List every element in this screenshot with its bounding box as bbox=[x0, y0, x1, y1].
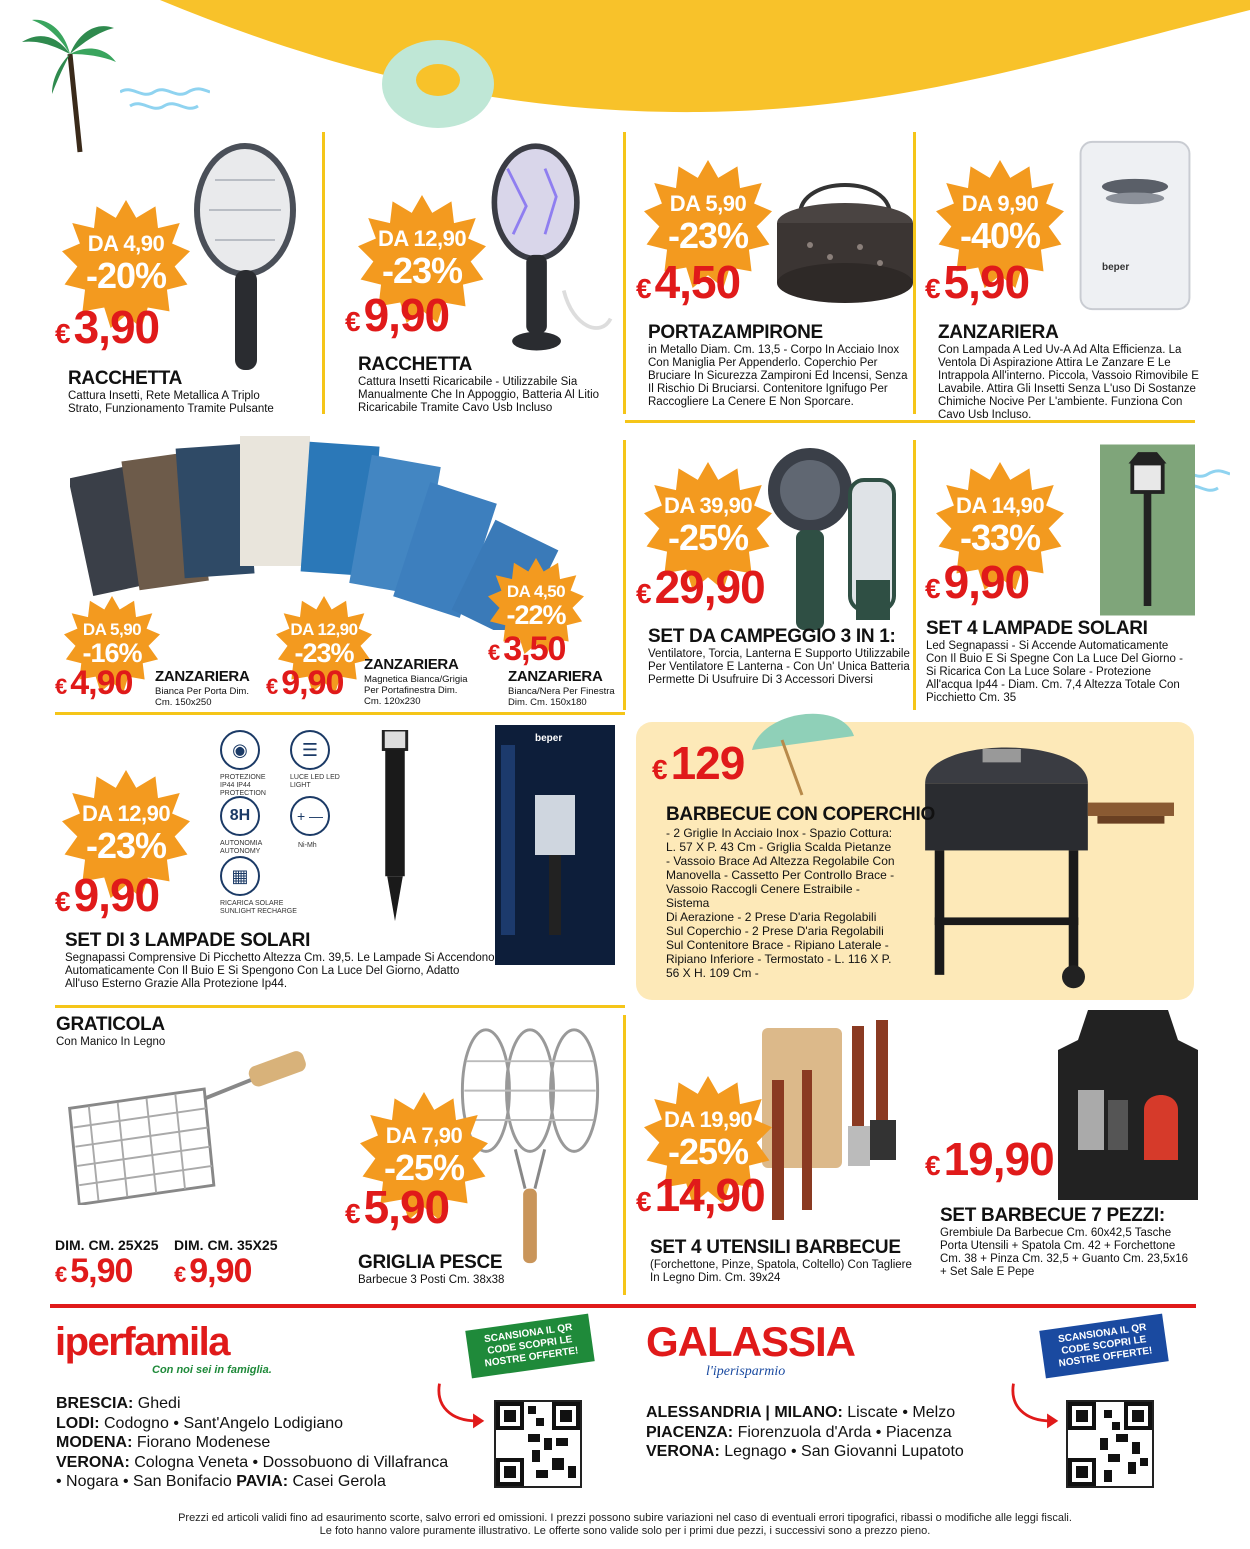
product-title: PORTAZAMPIRONE bbox=[648, 322, 823, 343]
desc-line: - Vassoio Brace Ad Altezza Regolabile Con bbox=[666, 854, 895, 868]
store-region: LODI bbox=[56, 1414, 95, 1432]
desc-line: Sul Coperchio - 2 Prese D'aria Regolabili bbox=[666, 924, 884, 938]
old-price: DA 9,90 bbox=[961, 191, 1039, 216]
discount-percent: -33% bbox=[959, 517, 1041, 558]
currency-symbol: € bbox=[925, 1150, 940, 1181]
galassia-tagline: l'iperisparmio bbox=[706, 1364, 786, 1379]
old-price: DA 12,90 bbox=[81, 801, 171, 826]
solar-feature-icons bbox=[220, 730, 340, 920]
price-value: 9,90 bbox=[943, 556, 1030, 608]
store-towns: Legnago • San Giovanni Lupatoto bbox=[724, 1443, 964, 1460]
disclaimer-line: Prezzi ed articoli validi fino ad esaurimento scorte, salvo errori ed omissioni. I prezzi possono subire variazioni nel caso di eventuali errori tipografici, ribassi o modifiche alle leggi fiscali. bbox=[178, 1512, 1072, 1524]
desc-line: - 2 Griglie In Acciaio Inox - Spazio Cottura: bbox=[666, 826, 893, 840]
camping-set-image bbox=[760, 440, 910, 640]
discount-percent: -23% bbox=[85, 825, 167, 866]
iperfamila-tagline: Con noi sei in famiglia. bbox=[152, 1364, 272, 1376]
grid-divider bbox=[623, 1015, 626, 1295]
desc-line: 56 X H. 109 Cm - bbox=[666, 966, 759, 980]
currency-symbol: € bbox=[55, 886, 70, 917]
price-value: 9,90 bbox=[73, 869, 160, 921]
price-value: 4,50 bbox=[654, 256, 741, 308]
product-title: SET DA CAMPEGGIO 3 IN 1: bbox=[648, 626, 896, 647]
product-title: GRIGLIA PESCE bbox=[358, 1252, 503, 1273]
product-description: Con Manico In Legno bbox=[56, 1036, 166, 1048]
store-row: • Nogara • San Bonifacio PAVIA: Casei Gerola bbox=[56, 1473, 386, 1490]
currency-symbol: € bbox=[925, 573, 940, 604]
product-title: RACCHETTA bbox=[358, 354, 473, 375]
currency-symbol: € bbox=[636, 1186, 651, 1217]
product-price bbox=[174, 1252, 251, 1291]
product-description: Led Segnapassi - Si Accende Automaticamente Con Il Buio E Si Spegne Con La Luce Del Giorno - Si Ricarica Con La Luce Solare - Protezione All'acqua Ip44 - Diam. Cm. 7,4 Altezza Totale Con Picchietto Cm. 35 bbox=[926, 640, 1183, 704]
bbq-apron-set-image bbox=[1058, 1010, 1198, 1200]
currency-symbol: € bbox=[636, 273, 651, 304]
price-value: 9,90 bbox=[189, 1252, 252, 1290]
solar-label: RICARICA SOLARE SUNLIGHT RECHARGE bbox=[220, 900, 297, 915]
product-title: ZANZARIERA bbox=[155, 668, 250, 685]
store-row: BRESCIA: Ghedi bbox=[56, 1395, 181, 1412]
product-description: Ventilatore, Torcia, Lanterna E Supporto Utilizzabile Per Ventilatore E Lanterna - Con Un' Unica Batteria Permette Di Usufruire Di 3 Accessori Diversi bbox=[648, 648, 910, 686]
currency-symbol: € bbox=[266, 674, 278, 699]
old-price: DA 39,90 bbox=[663, 493, 753, 518]
grill-basket-image bbox=[60, 1050, 310, 1205]
price-value: 5,90 bbox=[70, 1252, 133, 1290]
price-value: 19,90 bbox=[943, 1133, 1054, 1185]
old-price: DA 4,90 bbox=[87, 231, 165, 256]
old-price: DA 5,90 bbox=[82, 619, 142, 639]
price-value: 3,50 bbox=[503, 630, 566, 668]
solar-lamp-box-image bbox=[495, 725, 615, 965]
product-price bbox=[652, 736, 744, 790]
product-description: Grembiule Da Barbecue Cm. 60x42,5 Tasche Porta Utensili + Spatola Cm. 42 + Forchettone Cm. 38 + Pinza Cm. 32,5 + Guanto Cm. 23,5x16 + Set Sale E Pepe bbox=[940, 1227, 1189, 1278]
discount-percent: -23% bbox=[667, 215, 749, 256]
product-description: Cattura Insetti, Rete Metallica A Triplo Strato, Funzionamento Tramite Pulsante bbox=[68, 390, 274, 415]
solar-stake-lamp-image bbox=[375, 730, 415, 925]
grid-divider bbox=[55, 1005, 625, 1008]
led-label: LUCE LED LED LIGHT bbox=[290, 774, 340, 789]
desc-line: Sul Contenitore Brace - Ripiano Laterale - bbox=[666, 938, 889, 952]
currency-symbol: € bbox=[636, 578, 651, 609]
product-price bbox=[55, 868, 159, 922]
water-drop-icon: ◉ bbox=[220, 730, 260, 770]
product-price bbox=[636, 1168, 765, 1222]
old-price: DA 4,50 bbox=[506, 581, 566, 601]
desc-line: L. 57 X P. 43 Cm - Griglia Scalda Pietanze bbox=[666, 840, 892, 854]
product-price bbox=[636, 560, 765, 614]
logo-part-iper: iper bbox=[55, 1320, 123, 1364]
price-value: 5,90 bbox=[943, 256, 1030, 308]
old-price: DA 7,90 bbox=[385, 1123, 463, 1148]
currency-symbol: € bbox=[55, 1262, 67, 1287]
brand-logo: beper bbox=[1102, 262, 1130, 273]
price-value: 5,90 bbox=[363, 1181, 450, 1233]
currency-symbol: € bbox=[345, 306, 360, 337]
qr-callout: SCANSIONA IL QR CODE SCOPRI LE NOSTRE OFFERTE! bbox=[1039, 1314, 1168, 1379]
battery-icon: + — bbox=[290, 796, 330, 836]
product-title: SET 4 UTENSILI BARBECUE bbox=[650, 1237, 901, 1258]
product-description: Cattura Insetti Ricaricabile - Utilizzabile Sia Manualmente Che In Appoggio, Batteria Al Litio Ricaricabile Tramite Cavo Usb Incluso bbox=[358, 376, 600, 414]
price-value: 29,90 bbox=[654, 561, 765, 613]
price-value: 9,90 bbox=[281, 664, 344, 702]
discount-percent: -23% bbox=[381, 250, 463, 291]
store-region: PIACENZA bbox=[646, 1423, 728, 1441]
disclaimer-line: Le foto hanno valore puramente illustrativo. Le offerte sono valide solo per i primi due pezzi, i successivi sono a prezzo pieno. bbox=[319, 1525, 931, 1537]
product-description: Bianca/Nera Per Finestra Dim. Cm. 150x180 bbox=[508, 686, 615, 708]
product-price bbox=[925, 255, 1029, 309]
umbrella-icon bbox=[742, 700, 862, 800]
discount-percent: -25% bbox=[383, 1147, 465, 1188]
battery-label: Ni-Mh bbox=[298, 842, 317, 849]
size-label: DIM. CM. 25X25 bbox=[55, 1237, 159, 1253]
discount-percent: -40% bbox=[959, 215, 1041, 256]
currency-symbol: € bbox=[174, 1262, 186, 1287]
discount-percent: -25% bbox=[667, 517, 749, 558]
price-value: 14,90 bbox=[654, 1169, 765, 1221]
store-row: MODENA: Fiorano Modenese bbox=[56, 1434, 271, 1451]
store-towns: Fiorenzuola d'Arda • Piacenza bbox=[737, 1423, 952, 1441]
old-price: DA 12,90 bbox=[377, 226, 467, 251]
hours-icon: 8H bbox=[220, 796, 260, 836]
old-price: DA 5,90 bbox=[669, 191, 747, 216]
store-region: VERONA bbox=[646, 1443, 715, 1460]
logo-part-famila: famila bbox=[122, 1320, 229, 1364]
product-title: SET DI 3 LAMPADE SOLARI bbox=[65, 930, 311, 951]
store-row: VERONA: Legnago • San Giovanni Lupatoto bbox=[646, 1443, 964, 1460]
price-value: 3,90 bbox=[73, 301, 160, 353]
store-row: PIACENZA: Fiorenzuola d'Arda • Piacenza bbox=[646, 1423, 952, 1441]
product-price bbox=[345, 1180, 449, 1234]
currency-symbol: € bbox=[55, 674, 67, 699]
currency-symbol: € bbox=[55, 318, 70, 349]
currency-symbol: € bbox=[488, 640, 500, 665]
discount-percent: -25% bbox=[667, 1131, 749, 1172]
old-price: DA 19,90 bbox=[663, 1107, 753, 1132]
qr-callout: SCANSIONA IL QR CODE SCOPRI LE NOSTRE OFFERTE! bbox=[465, 1314, 594, 1379]
autonomy-label: AUTONOMIA AUTONOMY bbox=[220, 840, 262, 855]
bbq-utensils-image bbox=[752, 1020, 912, 1220]
galassia-stores bbox=[646, 1403, 1046, 1462]
swim-ring-icon bbox=[378, 34, 498, 134]
product-price bbox=[636, 255, 740, 309]
desc-line: Di Aerazione - 2 Prese D'aria Regolabili bbox=[666, 910, 877, 924]
product-price bbox=[488, 630, 565, 669]
product-price bbox=[266, 664, 343, 703]
product-title: ZANZARIERA bbox=[938, 322, 1059, 343]
product-description: Segnapassi Comprensive Di Picchetto Altezza Cm. 39,5. Le Lampade Si Accendono Automaticamente Con Il Buio E Si Spengono Con La Luce Del Giorno, Adatto All'uso Esterno Grazie Alla Protezione Ip44. bbox=[65, 952, 495, 990]
product-title: RACCHETTA bbox=[68, 368, 183, 389]
desc-line: Manovella - Cassetto Per Controllo Brace - bbox=[666, 868, 895, 882]
product-title: SET 4 LAMPADE SOLARI bbox=[926, 618, 1148, 639]
store-towns: Liscate • Melzo bbox=[847, 1404, 956, 1421]
iperfamila-stores bbox=[56, 1394, 516, 1492]
product-description: Bianca Per Porta Dim. Cm. 150x250 bbox=[155, 686, 249, 708]
brand-logo: beper bbox=[535, 733, 563, 744]
currency-symbol: € bbox=[345, 1198, 360, 1229]
qr-pattern bbox=[1068, 1402, 1152, 1486]
desc-line: Ripiano Inferiore - Termostato - L. 116 X P. bbox=[666, 952, 892, 966]
product-description: Barbecue 3 Posti Cm. 38x38 bbox=[358, 1274, 505, 1286]
store-region: ALESSANDRIA | MILANO bbox=[646, 1404, 838, 1421]
product-price bbox=[55, 300, 159, 354]
footer-divider bbox=[50, 1304, 1196, 1308]
store-towns: Codogno • Sant'Angelo Lodigiano bbox=[104, 1414, 344, 1432]
product-title: BARBECUE CON COPERCHIO bbox=[666, 804, 935, 825]
mosquito-coil-holder-image bbox=[770, 175, 920, 315]
store-towns: • Nogara • San Bonifacio bbox=[56, 1473, 232, 1490]
palm-tree-icon bbox=[18, 14, 118, 154]
product-description: (Forchettone, Pinze, Spatola, Coltello) Con Tagliere In Legno Dim. Cm. 39x24 bbox=[650, 1259, 912, 1284]
store-row: ALESSANDRIA | MILANO: Liscate • Melzo bbox=[646, 1404, 956, 1421]
currency-symbol: € bbox=[925, 273, 940, 304]
product-title: ZANZARIERA bbox=[508, 668, 603, 685]
discount-percent: -23% bbox=[294, 637, 354, 668]
grid-divider bbox=[623, 440, 626, 710]
rechargeable-racket-image bbox=[470, 138, 620, 368]
product-description: in Metallo Diam. Cm. 13,5 - Corpo In Acciaio Inox Con Maniglia Per Appenderlo. Coperchio Per Bruciare In Sicurezza Zampironi Ed Incensi, Senza Il Rischio Di Bruciarsi. Contenitore Ignifugo Per Raccogliere La Cenere E Non Sporcare. bbox=[648, 344, 908, 408]
grid-divider bbox=[623, 132, 626, 414]
grid-divider bbox=[55, 712, 625, 715]
store-row: VERONA: Cologna Veneta • Dossobuono di Villafranca bbox=[56, 1453, 449, 1471]
product-price bbox=[925, 1132, 1054, 1186]
product-description: Magnetica Bianca/Grigia Per Portafinestra Dim. Cm. 120x230 bbox=[364, 674, 468, 707]
price-value: 9,90 bbox=[363, 289, 450, 341]
discount-percent: -20% bbox=[85, 255, 167, 296]
size-label: DIM. CM. 35X25 bbox=[174, 1237, 278, 1253]
old-price: DA 14,90 bbox=[955, 493, 1045, 518]
product-title: GRATICOLA bbox=[56, 1014, 165, 1035]
mosquito-trap-image bbox=[1075, 138, 1195, 313]
product-price bbox=[55, 664, 132, 703]
galassia-logo: GALASSIA bbox=[646, 1318, 856, 1365]
store-towns: Cologna Veneta • Dossobuono di Villafranca bbox=[134, 1453, 449, 1471]
store-region: PAVIA bbox=[236, 1473, 283, 1490]
store-towns: Ghedi bbox=[137, 1395, 181, 1412]
product-price bbox=[55, 1252, 132, 1291]
product-price bbox=[345, 288, 449, 342]
product-title: SET BARBECUE 7 PEZZI: bbox=[940, 1205, 1165, 1226]
desc-line: Vassoio Raccogli Cenere Estraibile - Sistema bbox=[666, 882, 860, 910]
grid-divider bbox=[913, 440, 916, 710]
ip44-label: PROTEZIONE IP44 IP44 PROTECTION bbox=[220, 774, 266, 797]
product-description bbox=[666, 826, 906, 980]
waves-icon bbox=[120, 78, 210, 118]
store-region: VERONA bbox=[56, 1453, 125, 1471]
legal-disclaimer bbox=[60, 1512, 1190, 1538]
product-price bbox=[925, 555, 1029, 609]
discount-percent: -16% bbox=[82, 637, 142, 668]
store-towns: Fiorano Modenese bbox=[136, 1434, 271, 1451]
price-value: 4,90 bbox=[70, 664, 133, 702]
currency-symbol: € bbox=[652, 754, 667, 785]
product-title: ZANZARIERA bbox=[364, 656, 459, 673]
iperfamila-logo bbox=[55, 1320, 229, 1365]
old-price: DA 12,90 bbox=[290, 619, 358, 639]
store-row: LODI: Codogno • Sant'Angelo Lodigiano bbox=[56, 1414, 344, 1432]
store-region: MODENA bbox=[56, 1434, 128, 1451]
price-value: 129 bbox=[670, 737, 745, 789]
barbecue-grill-image bbox=[895, 726, 1185, 994]
store-towns: Casei Gerola bbox=[292, 1473, 386, 1490]
qr-code[interactable] bbox=[1066, 1400, 1154, 1488]
product-description: Con Lampada A Led Uv-A Ad Alta Efficienza. La Ventola Di Aspirazione Attira Le Zanzare E Le Intrappola All'interno. Piccola, Vassoio Rimovibile E Lavabile. Attira Gli Insetti Senza L'uso Di Sostanze Chimiche Nocive Per L'ambiente. Funziona Con Cavo Usb Incluso. bbox=[938, 344, 1199, 421]
solar-garden-lamp-image bbox=[1100, 440, 1195, 620]
discount-percent: -22% bbox=[506, 599, 566, 630]
store-region: BRESCIA bbox=[56, 1395, 129, 1412]
led-icon: ☰ bbox=[290, 730, 330, 770]
solar-panel-icon: ▦ bbox=[220, 856, 260, 896]
